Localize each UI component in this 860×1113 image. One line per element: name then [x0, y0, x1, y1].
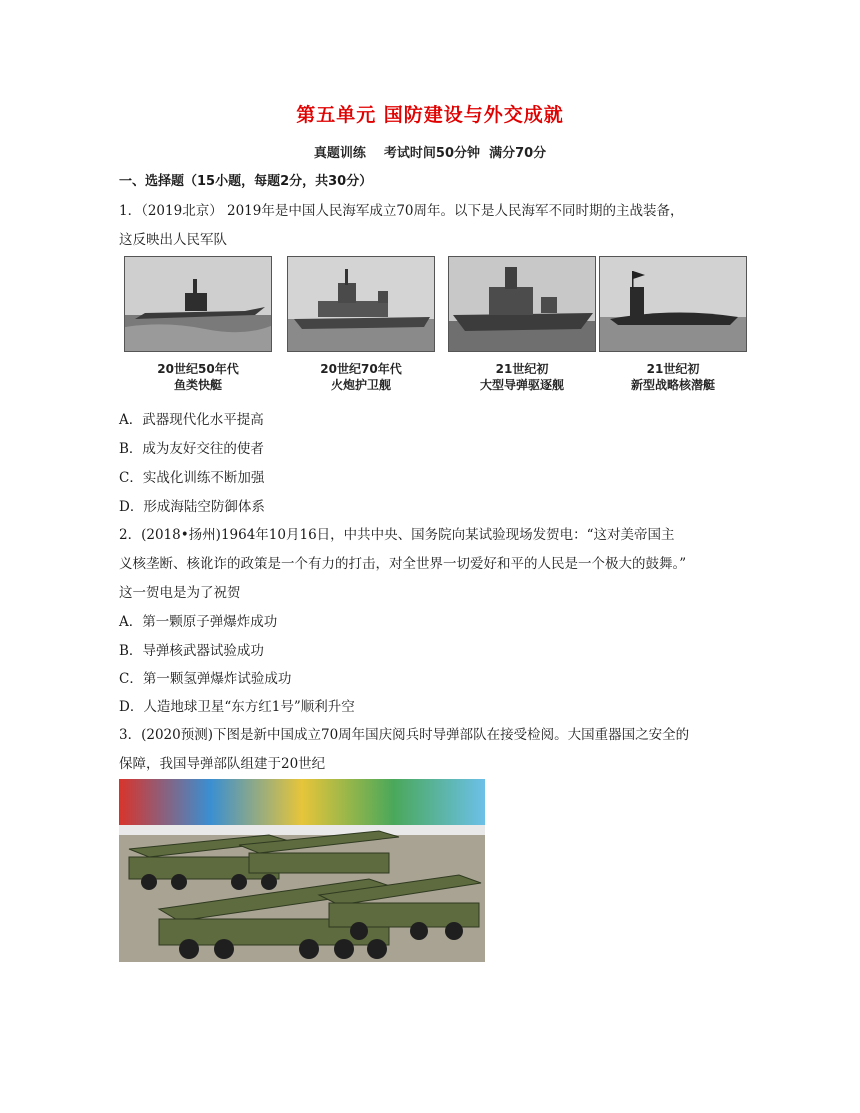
- q1-option-d: D．形成海陆空防御体系: [119, 499, 265, 515]
- q2-stem-line-3: 这一贺电是为了祝贺: [119, 585, 241, 601]
- q2-option-a: A．第一颗原子弹爆炸成功: [119, 614, 278, 630]
- q2-option-c: C．第一颗氢弹爆炸试验成功: [119, 671, 292, 687]
- q3-stem-line-1: 3．(2020预测)下图是新中国成立70周年国庆阅兵时导弹部队在接受检阅。大国重器国之安全的: [119, 727, 690, 743]
- ship-photo: [124, 256, 272, 352]
- ship-photo: [287, 256, 435, 352]
- ship-image-1: [124, 256, 272, 396]
- ship-image-4: [599, 256, 747, 396]
- page-subtitle: 真题训练 考试时间50分钟 满分70分: [313, 146, 547, 161]
- section-heading: 一、选择题（15小题，每题2分，共30分）: [119, 174, 373, 189]
- ship-image-3: [448, 256, 596, 396]
- q1-ship-images: [124, 256, 742, 396]
- ship-era: 20世纪70年代: [320, 362, 402, 376]
- q2-stem-line-1: 2．(2018•扬州)1964年10月16日，中共中央、国务院向某试验现场发贺电：“这对美帝国主: [119, 527, 675, 543]
- q1-option-a: A．武器现代化水平提高: [119, 412, 264, 428]
- q1-option-b: B．成为友好交往的使者: [119, 441, 264, 457]
- q2-option-d: D．人造地球卫星“东方红1号”顺利升空: [119, 699, 355, 715]
- ship-era: 21世纪初: [495, 362, 549, 376]
- ship-era: 20世纪50年代: [157, 362, 239, 376]
- ship-image-2: [287, 256, 435, 396]
- page-title: 第五单元 国防建设与外交成就: [296, 104, 564, 126]
- ship-name: 火炮护卫舰: [330, 378, 391, 392]
- q3-stem-line-2: 保障，我国导弹部队组建于20世纪: [119, 756, 326, 772]
- ship-photo: [599, 256, 747, 352]
- q1-option-c: C．实战化训练不断加强: [119, 470, 265, 486]
- ship-name: 大型导弹驱逐舰: [479, 378, 564, 392]
- ship-name: 新型战略核潜艇: [630, 378, 715, 392]
- q1-stem-line-2: 这反映出人民军队: [119, 232, 227, 248]
- q2-option-b: B．导弹核武器试验成功: [119, 643, 264, 659]
- q1-stem-line-1: 1．（2019北京） 2019年是中国人民海军成立70周年。以下是人民海军不同时期的主战装备，: [119, 203, 684, 219]
- ship-era: 21世纪初: [646, 362, 700, 376]
- q2-stem-line-2: 义核垄断、核讹诈的政策是一个有力的打击，对全世界一切爱好和平的人民是一个极大的鼓舞。”: [119, 556, 687, 572]
- ship-photo: [448, 256, 596, 352]
- missile-parade-photo: [119, 779, 485, 962]
- ship-name: 鱼类快艇: [173, 378, 222, 392]
